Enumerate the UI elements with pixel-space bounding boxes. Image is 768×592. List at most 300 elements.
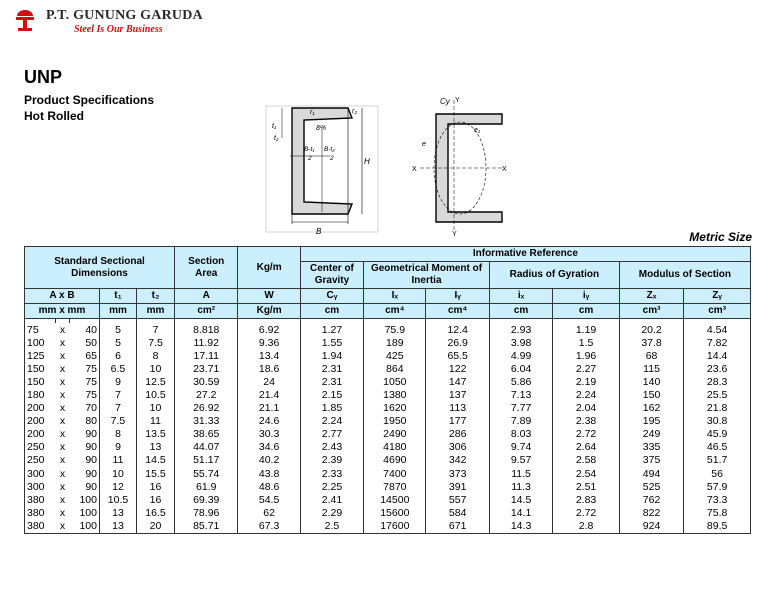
header-a: A [175,289,238,304]
cell-size-b: 40 [70,323,100,336]
cell-zx: 762 [619,493,683,506]
cell-size-b: 90 [70,467,100,480]
cell-size-a: 180 [25,388,56,401]
header-informative: Informative Reference [300,247,750,262]
table-row [25,467,751,480]
cell-cy: 1.85 [300,402,363,415]
cell-zx: 924 [619,519,683,533]
cell-zx: 20.2 [619,323,683,336]
cell-size-x: x [59,493,66,506]
cell-iy: 373 [426,467,489,480]
cell-weight: 67.3 [238,519,300,533]
header-t1: t₁ [100,289,137,304]
y-bottom-label: Y [452,231,457,236]
cell-size-a: 300 [25,467,56,480]
cell-ix: 1950 [364,415,426,428]
cell-zy: 7.82 [684,336,751,349]
cell-iy: 137 [426,388,489,401]
cell-size-x: x [55,519,70,533]
cell-weight: 62 [238,506,300,519]
cell-weight: 24 [238,375,300,388]
cell-rx: 14.1 [489,506,552,519]
cell-zy: 73.3 [684,493,751,506]
cell-t1: 7.5 [100,415,137,428]
unit-cy: cm [300,304,363,319]
cell-size-a: 380 [25,506,56,519]
table-row [25,336,751,349]
cell-cy: 1.27 [300,323,363,336]
cell-t2: 11 [136,415,174,428]
cell-iy: 12.4 [426,323,489,336]
r2-label: r₂ [352,108,358,115]
cell-ix: 7870 [364,480,426,493]
cell-rx: 5.86 [489,375,552,388]
cell-area: 61.9 [175,480,238,493]
cell-rx: 7.89 [489,415,552,428]
cell-zx: 195 [619,415,683,428]
cell-ix: 75.9 [364,323,426,336]
header-iy: Iᵧ [426,289,489,304]
cell-iy: 26.9 [426,336,489,349]
cell-t2: 7 [136,323,174,336]
cell-ix: 2490 [364,428,426,441]
cell-iy: 177 [426,415,489,428]
header-rx: iₓ [489,289,552,304]
cell-ix: 864 [364,362,426,375]
cell-weight: 13.4 [238,349,300,362]
cell-ix: 15600 [364,506,426,519]
cell-t1: 6 [100,349,137,362]
cell-size-x: x [59,323,66,336]
unit-t1: mm [100,304,137,319]
cell-size-b: 75 [70,375,100,388]
cell-t2: 7.5 [136,336,174,349]
cell-size-b: 70 [70,402,100,415]
subtitle-hot-rolled: Hot Rolled [24,109,84,123]
b2-den: 2 [330,155,334,162]
garuda-logo-icon [14,8,36,32]
header-ix: Iₓ [364,289,426,304]
cell-zx: 115 [619,362,683,375]
cell-iy: 342 [426,454,489,467]
cell-ix: 189 [364,336,426,349]
cell-iy: 286 [426,428,489,441]
x-left-label: X [412,166,417,173]
cell-size-x: x [59,336,66,349]
cell-size-b: 50 [70,336,100,349]
cell-t1: 9 [100,441,137,454]
cell-ry: 2.83 [553,493,620,506]
unit-ix: cm⁴ [364,304,426,319]
cell-t2: 16 [136,493,174,506]
table-row [25,454,751,467]
cell-t2: 13.5 [136,428,174,441]
cell-rx: 11.5 [489,467,552,480]
cell-size-b: 90 [70,428,100,441]
cell-weight: 34.6 [238,441,300,454]
cell-cy: 2.31 [300,362,363,375]
header-axb: A x B [25,289,100,304]
cell-rx: 3.98 [489,336,552,349]
cell-area: 26.92 [175,402,238,415]
cell-size-x: x [59,428,66,441]
e-label: e [422,141,426,148]
cell-size-b: 90 [70,480,100,493]
cell-rx: 6.04 [489,362,552,375]
cell-size-a: 200 [25,415,56,428]
table-row [25,402,751,415]
cell-size-x: x [59,402,66,415]
cell-cy: 2.5 [300,519,363,533]
table-row [25,519,751,533]
cell-size-a: 300 [25,480,56,493]
cell-t1: 12 [100,480,137,493]
cell-t2: 12.5 [136,375,174,388]
cell-size-b: 100 [70,493,100,506]
table-row [25,362,751,375]
cell-size-x: x [59,362,66,375]
cell-t2: 13 [136,441,174,454]
page-subtitle [24,92,154,124]
company-name: P.T. GUNUNG GARUDA [46,8,203,23]
cell-ix: 1620 [364,402,426,415]
unit-area: cm² [175,304,238,319]
header-radius: Radius of Gyration [489,262,619,289]
cell-cy: 2.15 [300,388,363,401]
cell-rx: 9.57 [489,454,552,467]
header-t2: t₂ [136,289,174,304]
cell-size-x: x [59,480,66,493]
cell-t1: 6.5 [100,362,137,375]
cell-rx: 14.3 [489,519,552,533]
cell-weight: 24.6 [238,415,300,428]
cell-ry: 2.72 [553,428,620,441]
table-row [25,349,751,362]
cell-iy: 113 [426,402,489,415]
cell-size-x: x [59,375,66,388]
cell-weight: 21.1 [238,402,300,415]
cell-zy: 4.54 [684,323,751,336]
cell-cy: 1.55 [300,336,363,349]
cell-t1: 11 [100,454,137,467]
cell-rx: 8.03 [489,428,552,441]
cell-t2: 8 [136,349,174,362]
cell-size-b: 75 [70,388,100,401]
table-row [25,441,751,454]
cell-zx: 525 [619,480,683,493]
cell-zy: 89.5 [684,519,751,533]
cell-size-b: 65 [70,349,100,362]
cell-area: 85.71 [175,519,238,533]
cell-size-a: 250 [25,454,56,467]
cell-size-a: 125 [25,349,56,362]
unit-iy: cm⁴ [426,304,489,319]
unit-zx: cm³ [619,304,683,319]
header-cy: Cᵧ [300,289,363,304]
cell-area: 11.92 [175,336,238,349]
cell-t1: 7 [100,388,137,401]
cell-weight: 6.92 [238,323,300,336]
company-tagline: Steel Is Our Business [74,24,163,35]
header-zy: Zᵧ [684,289,751,304]
header-center: Center of Gravity [300,262,363,289]
cell-iy: 306 [426,441,489,454]
b1-den: 2 [308,155,312,162]
cell-area: 69.39 [175,493,238,506]
cell-zy: 75.8 [684,506,751,519]
cell-t1: 7 [100,402,137,415]
b1-label: B-t₁ [304,146,315,153]
cell-t1: 5 [100,336,137,349]
cell-iy: 122 [426,362,489,375]
cell-weight: 43.8 [238,467,300,480]
r1-label: r₁ [310,109,315,116]
unit-t2: mm [136,304,174,319]
cy-label: Cy [440,97,450,106]
cell-rx: 14.5 [489,493,552,506]
cell-rx: 11.3 [489,480,552,493]
channel-axes-diagram [396,94,512,236]
cell-size-x: x [59,415,66,428]
page-title: UNP [24,67,63,87]
cell-t1: 13 [100,519,137,533]
header-w: W [238,289,300,304]
cell-area: 51.17 [175,454,238,467]
h-label: H [364,157,370,166]
cell-area: 27.2 [175,388,238,401]
cell-zy: 23.6 [684,362,751,375]
cell-ry: 2.8 [553,519,620,533]
cell-cy: 2.24 [300,415,363,428]
cell-zy: 25.5 [684,388,751,401]
cell-weight: 21.4 [238,388,300,401]
cell-zx: 150 [619,388,683,401]
header-zx: Zₓ [619,289,683,304]
cell-cy: 2.33 [300,467,363,480]
table-row [25,480,751,493]
cell-size-a: 200 [25,402,56,415]
header-modulus: Modulus of Section [619,262,750,289]
cell-size-a: 380 [25,493,56,506]
cell-area: 8.818 [175,323,238,336]
cell-weight: 54.5 [238,493,300,506]
cell-cy: 1.94 [300,349,363,362]
cell-size-x: x [59,506,66,519]
t-right-label: t₂ [274,135,279,142]
cell-ix: 1380 [364,388,426,401]
cell-size-a: 150 [25,375,56,388]
cell-iy: 391 [426,480,489,493]
cell-zx: 375 [619,454,683,467]
header-unit-weight: Kg/m [238,247,300,289]
cell-weight: 40.2 [238,454,300,467]
cell-size-x: x [59,467,66,480]
cell-cy: 2.77 [300,428,363,441]
cell-ix: 17600 [364,519,426,533]
cell-ry: 2.72 [553,506,620,519]
cell-zx: 249 [619,428,683,441]
cell-ix: 4180 [364,441,426,454]
cell-weight: 48.6 [238,480,300,493]
cell-size-x: x [59,441,66,454]
cell-ry: 1.5 [553,336,620,349]
table-row [25,388,751,401]
cell-area: 55.74 [175,467,238,480]
subtitle-specs: Product Specifications [24,93,155,107]
cell-size-a: 150 [25,362,56,375]
x-right-label: X [502,166,507,173]
cell-ix: 7400 [364,467,426,480]
cell-size-a: 250 [25,441,56,454]
cell-rx: 7.77 [489,402,552,415]
cell-zx: 140 [619,375,683,388]
cell-size-b: 100 [70,506,100,519]
cell-ry: 2.19 [553,375,620,388]
cell-cy: 2.43 [300,441,363,454]
cell-zx: 494 [619,467,683,480]
table-row [25,375,751,388]
cell-rx: 9.74 [489,441,552,454]
cell-size-b: 80 [70,415,100,428]
header-ry: iᵧ [553,289,620,304]
unit-rx: cm [489,304,552,319]
cell-iy: 671 [426,519,489,533]
cell-cy: 2.41 [300,493,363,506]
cell-zy: 30.8 [684,415,751,428]
cell-size-a: 200 [25,428,56,441]
cell-area: 17.11 [175,349,238,362]
cell-ry: 1.19 [553,323,620,336]
cell-size-b: 90 [70,454,100,467]
cell-ry: 2.24 [553,388,620,401]
unit-ry: cm [553,304,620,319]
cell-cy: 2.39 [300,454,363,467]
table-row [25,428,751,441]
cell-size-x: x [59,454,66,467]
cell-ix: 4690 [364,454,426,467]
cell-iy: 147 [426,375,489,388]
cell-zy: 14.4 [684,349,751,362]
cell-zy: 21.8 [684,402,751,415]
cell-cy: 2.31 [300,375,363,388]
cell-size-x: x [59,389,66,402]
cell-size-a: 75 [25,323,56,336]
cell-ry: 2.04 [553,402,620,415]
cell-area: 23.71 [175,362,238,375]
cell-size-a: 380 [25,519,56,533]
header-section-area: Section Area [175,247,238,289]
cell-cy: 2.29 [300,506,363,519]
table-row [25,323,751,336]
cell-zx: 37.8 [619,336,683,349]
cell-area: 38.65 [175,428,238,441]
cell-weight: 9.36 [238,336,300,349]
cell-t2: 15.5 [136,467,174,480]
cell-ry: 1.96 [553,349,620,362]
cell-zx: 68 [619,349,683,362]
y-top-label: Y [455,97,460,104]
cell-t2: 14.5 [136,454,174,467]
cell-iy: 65.5 [426,349,489,362]
cell-ix: 425 [364,349,426,362]
cell-ry: 2.54 [553,467,620,480]
cell-size-b: 100 [70,519,100,533]
cell-t1: 9 [100,375,137,388]
cell-ry: 2.64 [553,441,620,454]
cell-t1: 10 [100,467,137,480]
cell-ry: 2.27 [553,362,620,375]
cell-zy: 28.3 [684,375,751,388]
table-row [25,506,751,519]
cell-t2: 10.5 [136,388,174,401]
cell-ry: 2.51 [553,480,620,493]
cell-rx: 7.13 [489,388,552,401]
cell-weight: 30.3 [238,428,300,441]
cell-iy: 584 [426,506,489,519]
cell-t2: 16.5 [136,506,174,519]
b-label: B [316,227,322,236]
t-left-label: t₁ [272,123,277,130]
cell-zy: 56 [684,467,751,480]
b2-label: B-t₂ [324,146,335,153]
cell-rx: 2.93 [489,323,552,336]
cell-area: 31.33 [175,415,238,428]
cell-t1: 5 [100,323,137,336]
cell-size-a: 100 [25,336,56,349]
cell-t1: 8 [100,428,137,441]
cell-t2: 10 [136,402,174,415]
cell-ix: 1050 [364,375,426,388]
cell-t2: 20 [136,519,174,533]
metric-size-label: Metric Size [689,230,752,244]
cell-area: 30.59 [175,375,238,388]
cell-t1: 13 [100,506,137,519]
cell-zy: 45.9 [684,428,751,441]
cell-size-b: 90 [70,441,100,454]
table-row [25,493,751,506]
cell-zy: 51.7 [684,454,751,467]
cell-t1: 10.5 [100,493,137,506]
table-row [25,415,751,428]
cell-zx: 162 [619,402,683,415]
cell-iy: 557 [426,493,489,506]
cell-weight: 18.6 [238,362,300,375]
specification-table [24,246,751,534]
cell-t2: 10 [136,362,174,375]
e1-label: e₁ [474,127,481,134]
header-standard: Standard Sectional Dimensions [25,247,175,289]
cell-t2: 16 [136,480,174,493]
cell-ry: 2.38 [553,415,620,428]
cell-zy: 46.5 [684,441,751,454]
cell-rx: 4.99 [489,349,552,362]
cell-zx: 335 [619,441,683,454]
cell-ix: 14500 [364,493,426,506]
channel-dimension-diagram [252,100,386,240]
unit-axb: mm x mm [25,304,100,319]
cell-cy: 2.25 [300,480,363,493]
angle-label: 8% [316,125,327,132]
unit-weight: Kg/m [238,304,300,319]
unit-zy: cm³ [684,304,751,319]
cell-zx: 822 [619,506,683,519]
header-moment: Geometrical Moment of Inertia [364,262,490,289]
cell-zy: 57.9 [684,480,751,493]
cell-size-x: x [59,349,66,362]
cell-area: 78.96 [175,506,238,519]
cell-area: 44.07 [175,441,238,454]
cell-size-b: 75 [70,362,100,375]
